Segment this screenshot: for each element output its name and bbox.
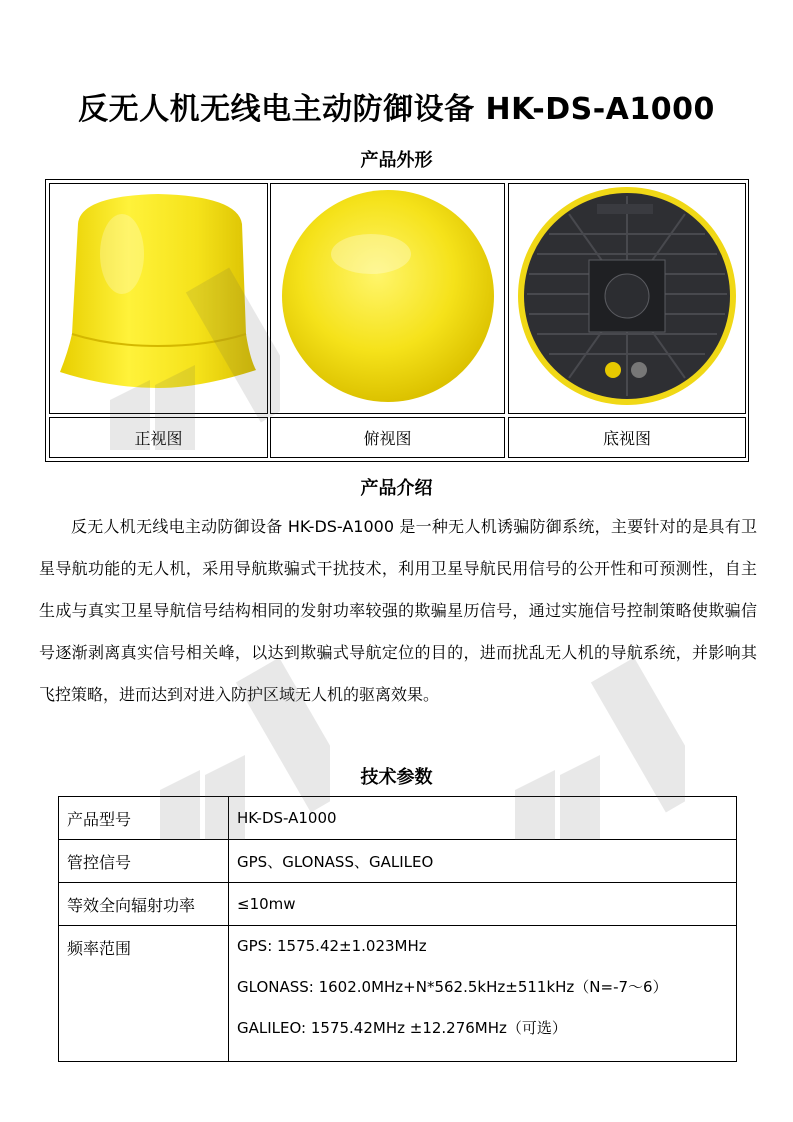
param-value: GPS、GLONASS、GALILEO bbox=[229, 840, 737, 883]
table-row bbox=[59, 840, 737, 883]
table-row bbox=[59, 797, 737, 840]
appearance-table bbox=[45, 179, 749, 462]
section-heading-appearance: 产品外形 bbox=[360, 150, 433, 171]
table-row bbox=[59, 926, 737, 1062]
params-table bbox=[58, 796, 737, 1062]
freq-line-galileo: GALILEO: 1575.42MHz ±12.276MHz（可选） bbox=[237, 1019, 567, 1037]
bottom-view-caption: 底视图 bbox=[508, 417, 746, 458]
top-view-image bbox=[270, 183, 505, 414]
param-key: 频率范围 bbox=[59, 926, 229, 1062]
table-row bbox=[59, 883, 737, 926]
bottom-view-image bbox=[508, 183, 746, 414]
param-key: 管控信号 bbox=[59, 840, 229, 883]
freq-line-glonass: GLONASS: 1602.0MHz+N*562.5kHz±511kHz（N=-7～6） bbox=[237, 978, 668, 996]
param-value bbox=[229, 926, 737, 1062]
front-view-image bbox=[49, 183, 268, 414]
top-view-caption: 俯视图 bbox=[270, 417, 505, 458]
front-view-caption: 正视图 bbox=[49, 417, 268, 458]
param-key: 等效全向辐射功率 bbox=[59, 883, 229, 926]
page-title: 反无人机无线电主动防御设备 HK-DS-A1000 bbox=[78, 92, 715, 127]
section-heading-params: 技术参数 bbox=[360, 767, 433, 788]
intro-paragraph: 反无人机无线电主动防御设备 HK-DS-A1000 是一种无人机诱骗防御系统，主要针对的是具有卫星导航功能的无人机，采用导航欺骗式干扰技术，利用卫星导航民用信号的公开性和可预测性，自主生成与真实卫星导航信号结构相同的发射功率较强的欺骗星历信号，通过实施信号控制策略使欺骗信号逐渐剥离真实信号相关峰，以达到欺骗式导航定位的目的，进而扰乱无人机的导航系统，并影响其飞控策略，进而达到对进入防护区域无人机的驱离效果。 bbox=[39, 517, 757, 704]
param-value: HK-DS-A1000 bbox=[229, 797, 737, 840]
param-value: ≤10mw bbox=[229, 883, 737, 926]
freq-line-gps: GPS: 1575.42±1.023MHz bbox=[237, 937, 427, 955]
section-heading-intro: 产品介绍 bbox=[360, 478, 433, 499]
param-key: 产品型号 bbox=[59, 797, 229, 840]
